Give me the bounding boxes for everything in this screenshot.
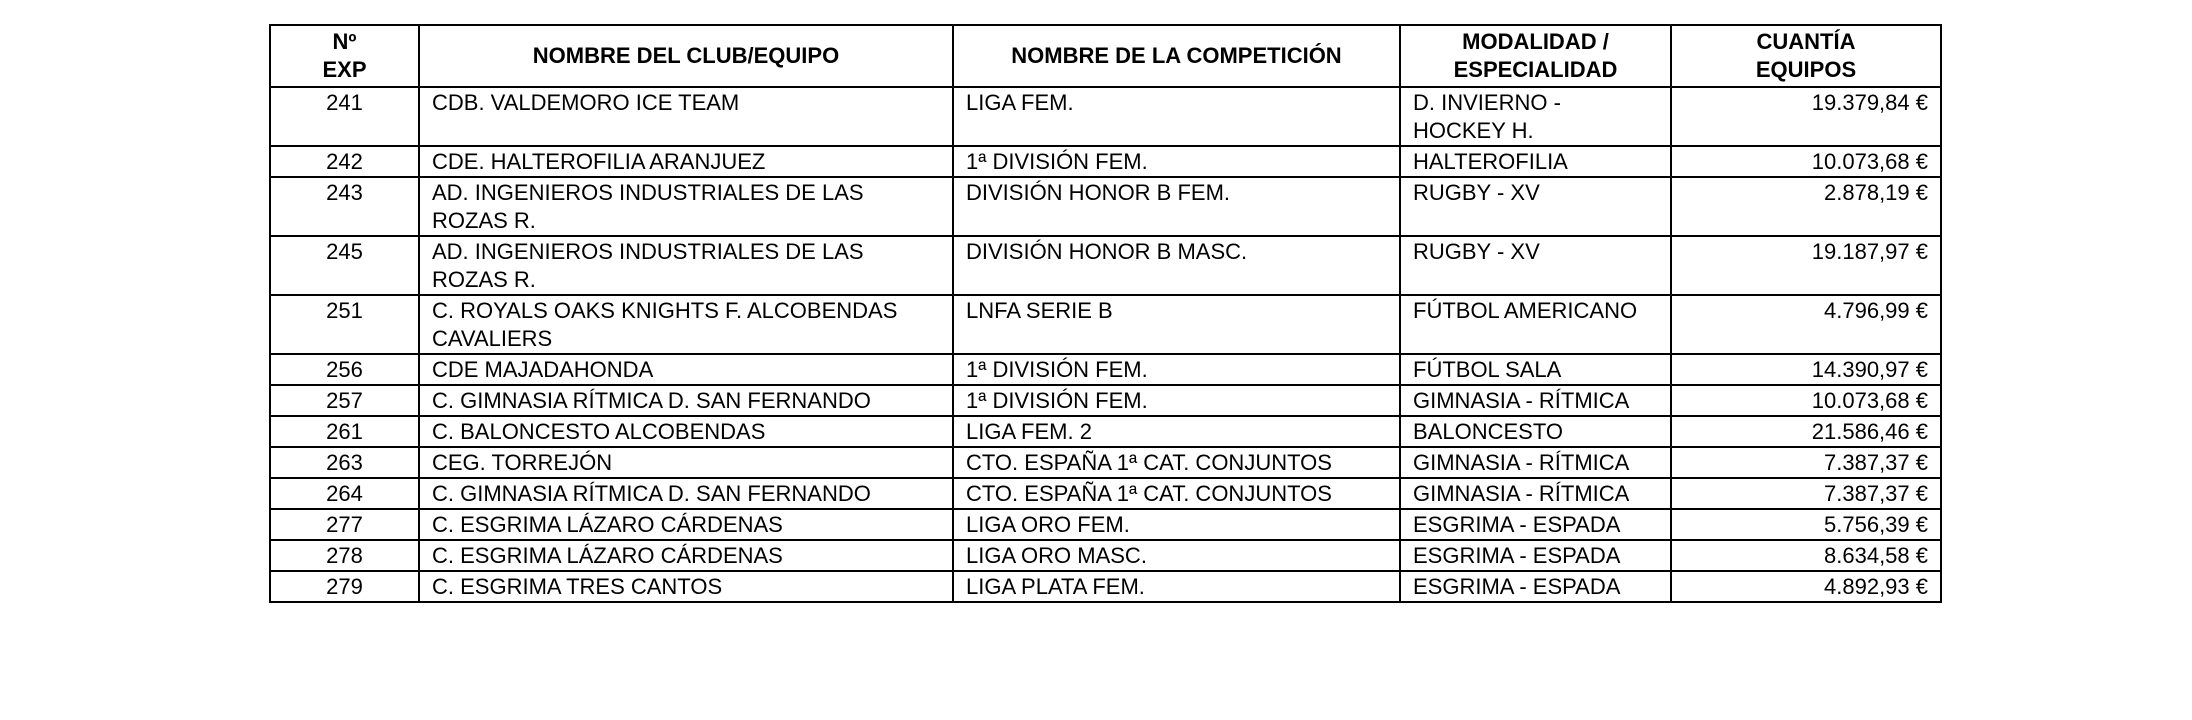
cell-modality: ESGRIMA - ESPADA <box>1400 509 1671 540</box>
cell-competition: 1ª DIVISIÓN FEM. <box>953 385 1400 416</box>
table-row <box>270 295 1941 354</box>
cell-amount: 4.892,93 € <box>1671 571 1941 602</box>
cell-competition: DIVISIÓN HONOR B FEM. <box>953 177 1400 236</box>
cell-amount: 21.586,46 € <box>1671 416 1941 447</box>
cell-club: C. ESGRIMA LÁZARO CÁRDENAS <box>419 540 953 571</box>
cell-modality: FÚTBOL SALA <box>1400 354 1671 385</box>
cell-competition: LIGA ORO FEM. <box>953 509 1400 540</box>
table-row <box>270 478 1941 509</box>
cell-amount: 2.878,19 € <box>1671 177 1941 236</box>
header-competition <box>953 25 1400 87</box>
cell-modality: ESGRIMA - ESPADA <box>1400 571 1671 602</box>
table-row <box>270 146 1941 177</box>
header-exp-line1: Nº <box>332 29 357 54</box>
cell-competition: 1ª DIVISIÓN FEM. <box>953 146 1400 177</box>
cell-amount: 10.073,68 € <box>1671 146 1941 177</box>
cell-club: AD. INGENIEROS INDUSTRIALES DE LAS ROZAS R. <box>419 177 953 236</box>
header-competition-label: NOMBRE DE LA COMPETICIÓN <box>1011 43 1342 68</box>
cell-amount: 19.379,84 € <box>1671 87 1941 146</box>
cell-club: CDB. VALDEMORO ICE TEAM <box>419 87 953 146</box>
header-club-label: NOMBRE DEL CLUB/EQUIPO <box>532 43 840 68</box>
cell-modality: D. INVIERNO - HOCKEY H. <box>1400 87 1671 146</box>
table-row <box>270 509 1941 540</box>
cell-club: C. ROYALS OAKS KNIGHTS F. ALCOBENDAS CAVALIERS <box>419 295 953 354</box>
cell-modality: FÚTBOL AMERICANO <box>1400 295 1671 354</box>
cell-exp: 256 <box>270 354 419 385</box>
table-row <box>270 571 1941 602</box>
cell-competition: LIGA FEM. <box>953 87 1400 146</box>
cell-exp: 278 <box>270 540 419 571</box>
cell-modality: HALTEROFILIA <box>1400 146 1671 177</box>
cell-exp: 245 <box>270 236 419 295</box>
cell-exp: 264 <box>270 478 419 509</box>
table-row <box>270 177 1941 236</box>
cell-modality: BALONCESTO <box>1400 416 1671 447</box>
cell-exp: 242 <box>270 146 419 177</box>
table-row <box>270 354 1941 385</box>
cell-competition: 1ª DIVISIÓN FEM. <box>953 354 1400 385</box>
cell-exp: 263 <box>270 447 419 478</box>
cell-club: C. GIMNASIA RÍTMICA D. SAN FERNANDO <box>419 478 953 509</box>
table-row <box>270 447 1941 478</box>
cell-competition: LNFA SERIE B <box>953 295 1400 354</box>
cell-competition: LIGA FEM. 2 <box>953 416 1400 447</box>
cell-amount: 5.756,39 € <box>1671 509 1941 540</box>
cell-exp: 241 <box>270 87 419 146</box>
cell-amount: 7.387,37 € <box>1671 478 1941 509</box>
cell-modality: RUGBY - XV <box>1400 236 1671 295</box>
cell-exp: 257 <box>270 385 419 416</box>
cell-amount: 7.387,37 € <box>1671 447 1941 478</box>
cell-modality: GIMNASIA - RÍTMICA <box>1400 447 1671 478</box>
header-exp <box>270 25 419 87</box>
cell-competition: CTO. ESPAÑA 1ª CAT. CONJUNTOS <box>953 447 1400 478</box>
table-row <box>270 416 1941 447</box>
cell-competition: DIVISIÓN HONOR B MASC. <box>953 236 1400 295</box>
cell-exp: 279 <box>270 571 419 602</box>
cell-club: C. ESGRIMA TRES CANTOS <box>419 571 953 602</box>
table-row <box>270 385 1941 416</box>
cell-amount: 4.796,99 € <box>1671 295 1941 354</box>
header-amount <box>1671 25 1941 87</box>
cell-amount: 19.187,97 € <box>1671 236 1941 295</box>
cell-club: C. BALONCESTO ALCOBENDAS <box>419 416 953 447</box>
cell-exp: 251 <box>270 295 419 354</box>
cell-modality: GIMNASIA - RÍTMICA <box>1400 385 1671 416</box>
header-amount-line2: EQUIPOS <box>1755 57 1857 82</box>
table-row <box>270 87 1941 146</box>
header-amount-line1: CUANTÍA <box>1756 29 1856 54</box>
header-modality-line2: ESPECIALIDAD <box>1453 57 1618 82</box>
header-exp-line2: EXP <box>322 57 367 82</box>
header-club <box>419 25 953 87</box>
header-modality <box>1400 25 1671 87</box>
cell-club: CDE. HALTEROFILIA ARANJUEZ <box>419 146 953 177</box>
cell-competition: CTO. ESPAÑA 1ª CAT. CONJUNTOS <box>953 478 1400 509</box>
grants-table <box>269 24 1942 603</box>
cell-amount: 8.634,58 € <box>1671 540 1941 571</box>
cell-competition: LIGA ORO MASC. <box>953 540 1400 571</box>
header-row <box>270 25 1941 87</box>
cell-club: CDE MAJADAHONDA <box>419 354 953 385</box>
cell-exp: 243 <box>270 177 419 236</box>
cell-modality: RUGBY - XV <box>1400 177 1671 236</box>
cell-club: AD. INGENIEROS INDUSTRIALES DE LAS ROZAS R. <box>419 236 953 295</box>
cell-amount: 14.390,97 € <box>1671 354 1941 385</box>
cell-exp: 261 <box>270 416 419 447</box>
cell-modality: GIMNASIA - RÍTMICA <box>1400 478 1671 509</box>
cell-amount: 10.073,68 € <box>1671 385 1941 416</box>
cell-exp: 277 <box>270 509 419 540</box>
header-modality-line1: MODALIDAD / <box>1462 29 1609 54</box>
cell-club: CEG. TORREJÓN <box>419 447 953 478</box>
table-row <box>270 236 1941 295</box>
cell-modality: ESGRIMA - ESPADA <box>1400 540 1671 571</box>
cell-competition: LIGA PLATA FEM. <box>953 571 1400 602</box>
cell-club: C. GIMNASIA RÍTMICA D. SAN FERNANDO <box>419 385 953 416</box>
table-row <box>270 540 1941 571</box>
cell-club: C. ESGRIMA LÁZARO CÁRDENAS <box>419 509 953 540</box>
